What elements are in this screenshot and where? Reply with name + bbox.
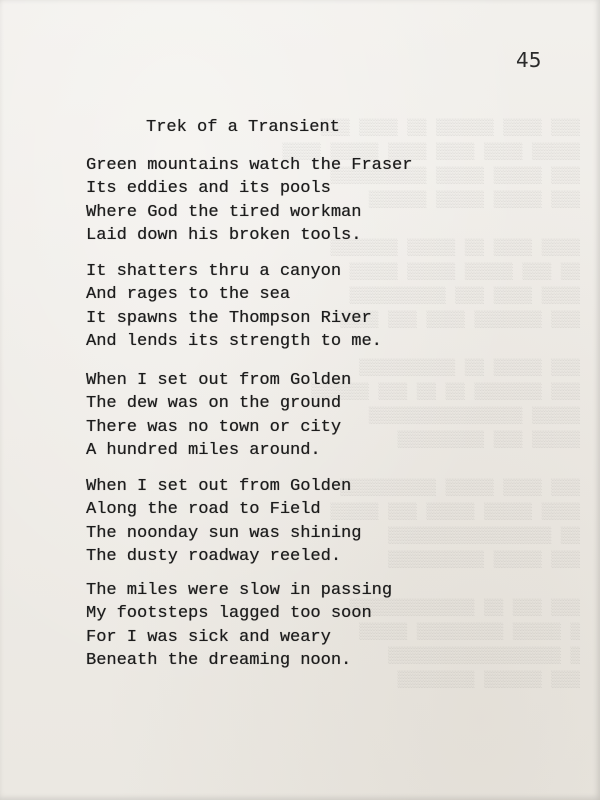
poem-line: My footsteps lagged too soon (86, 604, 372, 624)
stanza (86, 579, 392, 672)
poem-line: Beneath the dreaming noon. (86, 650, 352, 670)
poem-line: The dew was on the ground (86, 394, 342, 414)
stanza (86, 369, 351, 462)
poem-line: Where God the tired workman (86, 202, 362, 222)
poem-line: There was no town or city (86, 417, 342, 437)
poem-line: The noonday sun was shining (86, 523, 362, 543)
page-number: 45 (516, 48, 542, 72)
stanza (86, 475, 361, 568)
poem-line: Its eddies and its pools (86, 179, 331, 199)
reverse-side-bleed-through: ▒▒▒ ▒▒▒▒ ▒▒▒▒▒▒ ▒▒ ▒▒▒▒ ▒▒▒ ▒▒▒▒▒ ▒▒▒▒ ▒▒▒▒ ▒▒▒▒ ▒▒▒▒▒ ▒▒▒▒ ▒▒▒ ▒▒▒▒▒ ▒▒▒▒▒ ▒▒▒▒▒▒▒▒▒▒ ▒▒▒ ▒▒▒▒▒ ▒▒▒▒▒ ▒▒▒▒▒▒ ▒▒▒▒ ▒▒▒▒ ▒▒ ▒▒▒▒▒ ▒▒▒▒▒▒▒ ▒▒ ▒▒▒ ▒▒▒▒▒ ▒▒▒▒▒ ▒▒▒▒▒ ▒▒▒▒ ▒▒▒▒ ▒▒▒ ▒▒▒▒▒▒▒▒▒▒ ▒▒▒ ▒▒▒▒▒▒▒ ▒▒▒▒ ▒▒▒ ▒▒▒▒ ▒▒▒ ▒▒▒▒▒ ▒▒ ▒▒▒▒▒▒▒▒▒▒ ▒▒▒ ▒▒▒▒▒▒▒ ▒▒ ▒▒ ▒▒▒ ▒▒▒▒▒▒ ▒▒▒▒▒ ▒▒▒▒▒▒▒▒▒▒▒▒▒▒▒▒ ▒▒▒▒▒ ▒▒▒ ▒▒▒▒▒▒▒▒▒ ▒▒▒ ▒▒▒▒ ▒▒▒▒▒ ▒▒▒▒▒▒▒▒▒▒ ▒▒▒▒ ▒▒▒▒▒ ▒▒▒▒▒ ▒▒▒ ▒▒▒▒▒ ▒▒ ▒▒▒▒▒▒▒▒▒▒▒▒▒▒▒▒▒ ▒▒▒ ▒▒▒▒▒ ▒▒▒▒▒▒▒▒▒▒ ▒▒▒ ▒▒▒ ▒▒ ▒▒▒▒▒▒▒▒▒▒▒▒▒ ▒ ▒▒▒▒▒ ▒▒▒▒▒▒▒▒▒ ▒▒▒▒▒ ▒ ▒▒▒▒▒▒▒▒▒▒▒▒▒▒▒▒▒▒ ▒▒▒ ▒▒▒▒▒▒ ▒▒▒▒▒▒▒▒ (282, 119, 580, 689)
poem-line: The miles were slow in passing (86, 581, 393, 600)
stanza (86, 154, 412, 247)
poem-title: Trek of a Transient (146, 118, 340, 137)
stanza (86, 260, 382, 353)
poem-line: It spawns the Thompson River (86, 308, 372, 328)
poem-line: When I set out from Golden (86, 477, 352, 496)
poem-line: And rages to the sea (86, 285, 291, 305)
poem-line: Green mountains watch the Fraser (86, 156, 413, 175)
poem-line: Along the road to Field (86, 500, 321, 520)
poem-line: And lends its strength to me. (86, 331, 382, 351)
poem-line: Laid down his broken tools. (86, 225, 362, 245)
poem-line: The dusty roadway reeled. (86, 546, 342, 566)
poem-line: For I was sick and weary (86, 627, 331, 647)
poem-line: It shatters thru a canyon (86, 262, 342, 281)
poem-line: A hundred miles around. (86, 440, 321, 460)
poem-line: When I set out from Golden (86, 371, 352, 390)
